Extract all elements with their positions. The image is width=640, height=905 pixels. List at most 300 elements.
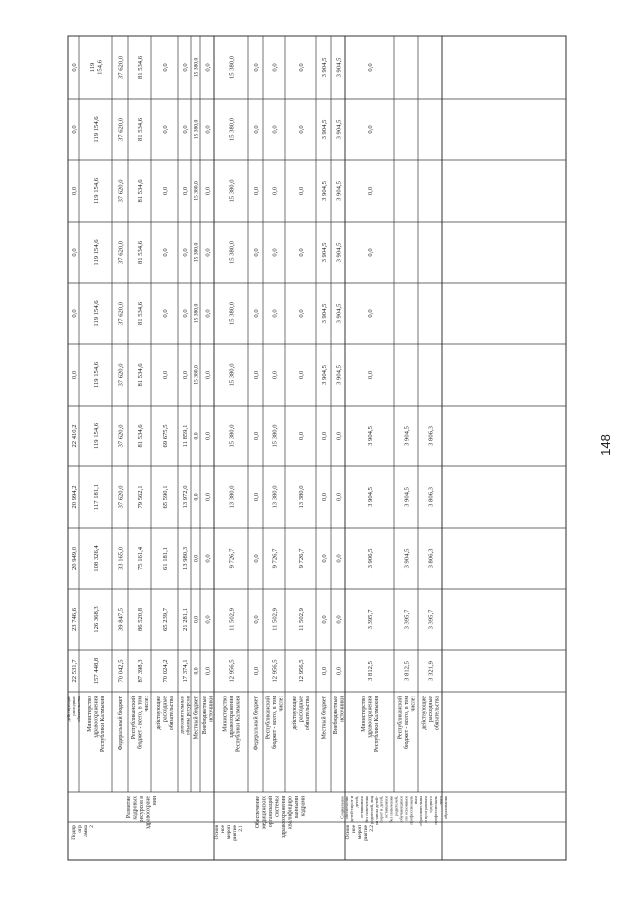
cell-text: образования xyxy=(442,796,448,820)
value-cell xyxy=(117,117,124,141)
value-cell xyxy=(271,659,278,683)
cell-text: действующие xyxy=(421,696,428,730)
value-cell xyxy=(335,242,342,262)
value-cell xyxy=(403,425,410,445)
value-cell xyxy=(182,546,189,570)
cell-text: системы xyxy=(274,796,281,817)
value-cell xyxy=(137,485,144,508)
value-cell xyxy=(93,422,100,449)
cell-text: 0,0 xyxy=(252,666,260,676)
source-label xyxy=(253,696,260,751)
value-cell xyxy=(93,545,100,572)
cell-text: 61 181,1 xyxy=(161,546,169,571)
value-cell xyxy=(162,607,169,631)
value-cell xyxy=(137,117,144,141)
value-cell xyxy=(193,667,199,674)
cell-text: Министерство xyxy=(361,696,368,732)
value-cell xyxy=(193,304,199,324)
cell-text: 0,0 xyxy=(161,370,169,380)
cell-text: обязательства xyxy=(434,696,441,731)
value-cell xyxy=(321,180,328,200)
cell-text: 0,0 xyxy=(70,370,78,380)
cell-text: 3 904,5 xyxy=(403,487,411,507)
cell-text: здравоохранения xyxy=(93,696,100,738)
cell-text: родителей, лиц xyxy=(368,796,374,825)
value-cell xyxy=(253,63,260,72)
value-cell xyxy=(367,370,374,379)
value-cell xyxy=(427,609,434,629)
cell-text: 17 374,1 xyxy=(181,659,189,683)
value-cell xyxy=(182,425,189,448)
cell-text: 0,0 xyxy=(204,666,212,676)
cell-text: источники xyxy=(208,696,215,722)
value-cell xyxy=(321,57,328,77)
value-cell xyxy=(162,186,169,195)
cell-text: 0,0 xyxy=(181,248,189,257)
cell-text: 75 161,4 xyxy=(136,546,144,571)
cell-text: 0,0 xyxy=(70,125,78,134)
source-label xyxy=(179,695,191,735)
cell-text: детей-сирот и xyxy=(349,796,355,822)
cell-text: 0,0 xyxy=(193,555,200,562)
cell-text: 0,0 xyxy=(320,615,328,624)
cell-text: ресурсов в xyxy=(139,796,146,823)
cell-text: Республиканский xyxy=(265,696,272,740)
cell-text: 3 904,5 xyxy=(320,303,328,324)
value-cell xyxy=(228,240,235,264)
value-cell xyxy=(321,666,328,675)
cell-text: 157 448,8 xyxy=(92,657,100,685)
value-cell xyxy=(162,370,169,379)
value-cell xyxy=(253,554,260,563)
cell-text: огр xyxy=(76,825,83,833)
value-cell xyxy=(204,125,211,134)
value-cell xyxy=(253,248,260,257)
value-cell xyxy=(253,492,260,501)
cell-text: 0,0 xyxy=(271,370,279,380)
cell-text: организаций xyxy=(267,796,274,828)
cell-text: 0,0 xyxy=(252,554,260,563)
value-cell xyxy=(253,615,260,624)
value-cell xyxy=(367,125,374,134)
cell-text: 13 380,0 xyxy=(297,485,305,509)
cell-text: 15 380,0 xyxy=(228,240,236,265)
cell-text: из числа детей- xyxy=(373,796,379,825)
cell-text: Республики Калмыкия xyxy=(374,696,381,752)
cell-text: 79 562,1 xyxy=(136,485,144,509)
cell-text: 37 620,0 xyxy=(117,424,125,448)
cell-text: 69 675,5 xyxy=(161,424,169,448)
cell-text: 0,0 xyxy=(252,431,260,441)
cell-text: 0,0 xyxy=(193,616,200,623)
cell-text: риятие xyxy=(231,825,238,841)
cell-text: действующие xyxy=(66,696,72,722)
cell-text: 0,0 xyxy=(181,63,189,72)
cell-text: обязательства xyxy=(305,696,312,731)
cell-text: профессиональ xyxy=(408,796,414,825)
source-label xyxy=(87,696,106,752)
cell-text: 0,0 xyxy=(252,248,260,257)
value-cell xyxy=(162,309,169,318)
value-cell xyxy=(271,370,278,379)
value-cell xyxy=(182,309,189,318)
activity-code xyxy=(345,824,375,840)
cell-text: 0,0 xyxy=(204,63,212,72)
value-cell xyxy=(71,370,78,379)
cell-text: здравоохране xyxy=(145,796,152,830)
cell-text: 0,0 xyxy=(161,309,169,318)
value-cell xyxy=(367,248,374,257)
cell-text: 3 904,5 xyxy=(320,365,328,385)
cell-text: 12 956,5 xyxy=(271,659,279,683)
value-cell xyxy=(193,243,199,263)
cell-text: 9 726,7 xyxy=(271,548,279,569)
cell-text: Подпр xyxy=(70,825,77,840)
value-cell xyxy=(204,370,211,379)
cell-text: мероп xyxy=(356,825,363,840)
cell-text: дополнительные xyxy=(179,696,186,734)
value-cell xyxy=(335,119,342,139)
cell-text: 23 746,6 xyxy=(70,607,78,632)
cell-text: Местный бюджет xyxy=(193,696,200,740)
cell-text: обучающихся xyxy=(398,796,404,822)
value-cell xyxy=(137,240,144,264)
value-cell xyxy=(321,242,328,262)
value-cell xyxy=(228,55,235,79)
cell-text: Основ xyxy=(344,825,351,840)
cell-text: родителей, xyxy=(393,796,399,817)
cell-text: числе: xyxy=(410,696,417,712)
cell-text: расходные xyxy=(298,696,305,722)
cell-text: 15 380,0 xyxy=(193,242,200,263)
cell-text: 3 904,5 xyxy=(335,57,343,78)
value-cell xyxy=(367,425,374,445)
cell-text: 13 380,0 xyxy=(228,485,236,509)
cell-text: Внебюджетные xyxy=(201,696,208,735)
cell-text: Развитие xyxy=(126,796,133,819)
source-label xyxy=(397,696,417,749)
cell-text: без попечения xyxy=(388,796,394,823)
page-number: 148 xyxy=(598,434,613,456)
cell-text: 0,0 xyxy=(366,63,374,72)
cell-text: 11 502,9 xyxy=(297,608,305,631)
cell-text: числе: xyxy=(278,696,285,712)
cell-text: 119 154,6 xyxy=(92,239,100,266)
value-cell xyxy=(427,548,434,568)
cell-text: Республики Калмыкия xyxy=(100,696,107,752)
cell-text: 0,0 xyxy=(193,493,200,501)
value-cell xyxy=(71,186,78,195)
cell-text: 0,0 xyxy=(271,248,279,257)
value-cell xyxy=(193,432,199,439)
value-cell xyxy=(137,424,144,448)
cell-text: 0,0 xyxy=(320,554,328,563)
cell-text: 0,0 xyxy=(204,125,212,134)
cell-text: 0,0 xyxy=(271,186,279,196)
cell-text: 15 380,0 xyxy=(193,303,200,324)
cell-text: 0,0 xyxy=(161,248,169,257)
activity-name xyxy=(254,796,306,838)
activity-code xyxy=(71,824,95,839)
cell-text: Республики Калмыкия xyxy=(235,696,242,752)
cell-text: 0,0 xyxy=(70,248,78,257)
cell-text: 0,0 xyxy=(70,309,78,318)
value-cell xyxy=(321,615,328,624)
value-cell xyxy=(367,186,374,195)
value-cell xyxy=(182,370,189,379)
value-cell xyxy=(228,179,235,203)
cell-text: амма xyxy=(82,825,89,837)
cell-text: 0,0 xyxy=(335,615,343,624)
value-cell xyxy=(427,425,434,445)
value-cell xyxy=(427,660,434,680)
value-cell xyxy=(117,301,124,325)
cell-text: 2.1 xyxy=(237,825,244,832)
value-cell xyxy=(228,424,235,448)
value-cell xyxy=(271,548,278,568)
cell-text: 0,0 xyxy=(204,309,212,318)
cell-text: 0,0 xyxy=(204,186,212,196)
cell-text: 11 859,1 xyxy=(181,424,189,448)
cell-text: 108 326,4 xyxy=(92,545,100,572)
cell-text: 33 165,0 xyxy=(117,546,125,571)
value-cell xyxy=(162,485,169,508)
value-cell xyxy=(298,485,305,509)
value-cell xyxy=(93,657,100,684)
cell-text: 3 395,7 xyxy=(427,609,435,630)
cell-text: 0,0 xyxy=(161,125,169,134)
cell-text: 0,0 xyxy=(204,248,212,257)
value-cell xyxy=(335,180,342,200)
cell-text: 37 620,0 xyxy=(117,117,125,142)
cell-text: Социальное xyxy=(339,796,345,819)
value-cell xyxy=(93,177,100,204)
value-cell xyxy=(89,59,103,75)
value-cell xyxy=(403,660,410,680)
cell-text: 12 956,5 xyxy=(297,659,305,683)
value-cell xyxy=(335,492,342,501)
value-cell xyxy=(298,659,305,683)
cell-text: 3 906,5 xyxy=(366,548,374,569)
cell-text: 3 904,5 xyxy=(335,119,343,140)
cell-text: без попечения xyxy=(363,796,369,823)
value-cell xyxy=(335,431,342,440)
value-cell xyxy=(271,607,278,631)
value-cell xyxy=(321,492,328,501)
value-cell xyxy=(298,309,305,318)
cell-text: 0,0 xyxy=(297,309,305,318)
cell-text: кадровых xyxy=(132,796,139,820)
value-cell xyxy=(182,659,189,682)
value-cell xyxy=(271,63,278,72)
value-cell xyxy=(271,424,278,448)
cell-text: 37 620,0 xyxy=(117,363,125,387)
value-cell xyxy=(253,309,260,318)
value-cell xyxy=(93,606,100,633)
cell-text: 0,0 xyxy=(366,309,374,318)
cell-text: 3 806,3 xyxy=(427,487,435,507)
value-cell xyxy=(162,63,169,72)
value-cell xyxy=(117,179,124,203)
value-cell xyxy=(228,485,235,509)
cell-text: 37 620,0 xyxy=(117,485,125,509)
cell-text: 65 239,7 xyxy=(161,607,169,632)
value-cell xyxy=(321,364,328,384)
cell-text: 3 904,5 xyxy=(366,487,374,507)
value-cell xyxy=(253,431,260,440)
source-label xyxy=(193,696,200,740)
cell-text: 37 620,0 xyxy=(117,301,125,326)
cell-text: 3 904,5 xyxy=(320,119,328,140)
value-cell xyxy=(71,607,78,631)
value-cell xyxy=(271,186,278,195)
value-cell xyxy=(367,309,374,318)
value-cell xyxy=(427,486,434,506)
source-label xyxy=(361,696,380,752)
cell-text: 13 980,3 xyxy=(181,546,189,571)
cell-text: 0,0 xyxy=(181,309,189,318)
value-cell xyxy=(367,548,374,568)
value-cell xyxy=(137,659,144,683)
value-cell xyxy=(228,659,235,683)
value-cell xyxy=(335,666,342,675)
source-label xyxy=(223,696,242,752)
cell-text: ным xyxy=(413,796,419,805)
cell-text: 0,0 xyxy=(252,63,260,72)
value-cell xyxy=(253,125,260,134)
cell-text: 0,0 xyxy=(204,615,212,624)
value-cell xyxy=(137,607,144,631)
cell-text: 15 380,0 xyxy=(193,119,200,140)
cell-text: 15 380,0 xyxy=(228,363,236,387)
cell-text: м программам xyxy=(423,796,429,823)
cell-text: Министерство xyxy=(87,696,94,732)
cell-text: 0,0 xyxy=(320,431,328,441)
cell-text: 0,0 xyxy=(161,186,169,196)
value-cell xyxy=(367,660,374,680)
cell-text: 81 534,6 xyxy=(136,301,144,326)
value-cell xyxy=(204,554,211,563)
cell-text: 0,0 xyxy=(297,431,305,441)
value-cell xyxy=(204,666,211,675)
cell-text: ного xyxy=(437,796,443,805)
cell-text: 15 380,0 xyxy=(193,57,200,78)
cell-text: 22 410,2 xyxy=(70,424,78,448)
cell-text: 0,0 xyxy=(320,492,328,502)
cell-text: 0,0 xyxy=(252,309,260,318)
cell-text: 0,0 xyxy=(252,370,260,380)
cell-text: 87 398,3 xyxy=(136,659,144,683)
value-cell xyxy=(335,57,342,77)
cell-text: медицинских xyxy=(261,796,268,829)
cell-text: профессиональ xyxy=(432,796,438,825)
cell-text: здравоохранения xyxy=(229,696,236,738)
value-cell xyxy=(117,659,124,683)
cell-text: 0,0 xyxy=(193,432,200,440)
cell-text: 3 904,5 xyxy=(320,57,328,78)
cell-text: числе: xyxy=(144,696,151,712)
cell-text: 3 812,5 xyxy=(403,661,411,681)
cell-text: 0,0 xyxy=(252,615,260,624)
source-label xyxy=(201,696,214,735)
cell-text: Республиканский xyxy=(131,696,138,740)
value-cell xyxy=(204,63,211,72)
cell-text: 0,0 xyxy=(252,186,260,196)
cell-text: 86 520,8 xyxy=(136,607,144,632)
cell-text: 0,0 xyxy=(297,370,305,380)
cell-text: Местный бюджет xyxy=(321,696,328,740)
value-cell xyxy=(298,125,305,134)
cell-text: 13 972,0 xyxy=(181,485,189,509)
activity-name xyxy=(126,796,158,829)
cell-text: 0,0 xyxy=(271,63,279,72)
source-label xyxy=(265,696,285,749)
value-cell xyxy=(182,63,189,72)
value-cell xyxy=(367,63,374,72)
cell-text: источники xyxy=(339,696,346,722)
cell-text: 70 042,5 xyxy=(117,659,125,683)
value-cell xyxy=(253,370,260,379)
value-cell xyxy=(182,248,189,257)
cell-text: 3 395,7 xyxy=(403,609,411,630)
cell-text: 39 847,5 xyxy=(117,607,125,632)
cell-text: 3 904,5 xyxy=(335,242,343,263)
cell-text: 0,0 xyxy=(366,186,374,196)
value-cell xyxy=(321,431,328,440)
cell-text: 37 620,0 xyxy=(117,55,125,80)
value-cell xyxy=(117,546,124,570)
cell-text: 0,0 xyxy=(335,431,343,441)
cell-text: 0,0 xyxy=(297,63,305,72)
value-cell xyxy=(193,493,199,500)
value-cell xyxy=(271,309,278,318)
value-cell xyxy=(93,484,100,510)
cell-text: 0,0 xyxy=(181,125,189,134)
value-cell xyxy=(117,607,124,631)
source-label xyxy=(321,696,328,740)
value-cell xyxy=(228,301,235,325)
cell-text: ванными xyxy=(293,796,300,819)
cell-text: среднего xyxy=(428,796,433,813)
cell-text: 37 620,0 xyxy=(117,179,125,203)
value-cell xyxy=(182,608,189,631)
cell-text: обеспечение xyxy=(344,796,350,820)
cell-text: оставшихся xyxy=(383,796,389,819)
value-cell xyxy=(182,125,189,134)
value-cell xyxy=(137,363,144,387)
cell-text: 3 904,5 xyxy=(366,426,374,446)
cell-text: детей, xyxy=(354,796,360,808)
cell-text: 0,0 xyxy=(335,492,343,502)
cell-text: 0,0 xyxy=(70,63,78,72)
value-cell xyxy=(253,666,260,675)
value-cell xyxy=(403,609,410,629)
value-cell xyxy=(298,370,305,379)
value-cell xyxy=(117,363,124,387)
cell-text: 15 380,0 xyxy=(193,365,200,385)
cell-text: 15 380,0 xyxy=(228,424,236,448)
value-cell xyxy=(298,248,305,257)
cell-text: Обеспечение xyxy=(254,796,261,829)
value-cell xyxy=(193,58,199,78)
value-cell xyxy=(298,431,305,440)
cell-text: 0,0 xyxy=(366,125,374,134)
value-cell xyxy=(93,300,100,327)
value-cell xyxy=(162,248,169,257)
value-cell xyxy=(321,119,328,139)
cell-text: Внебюджетные xyxy=(332,696,339,735)
cell-text: 119 154,6 xyxy=(92,361,100,389)
